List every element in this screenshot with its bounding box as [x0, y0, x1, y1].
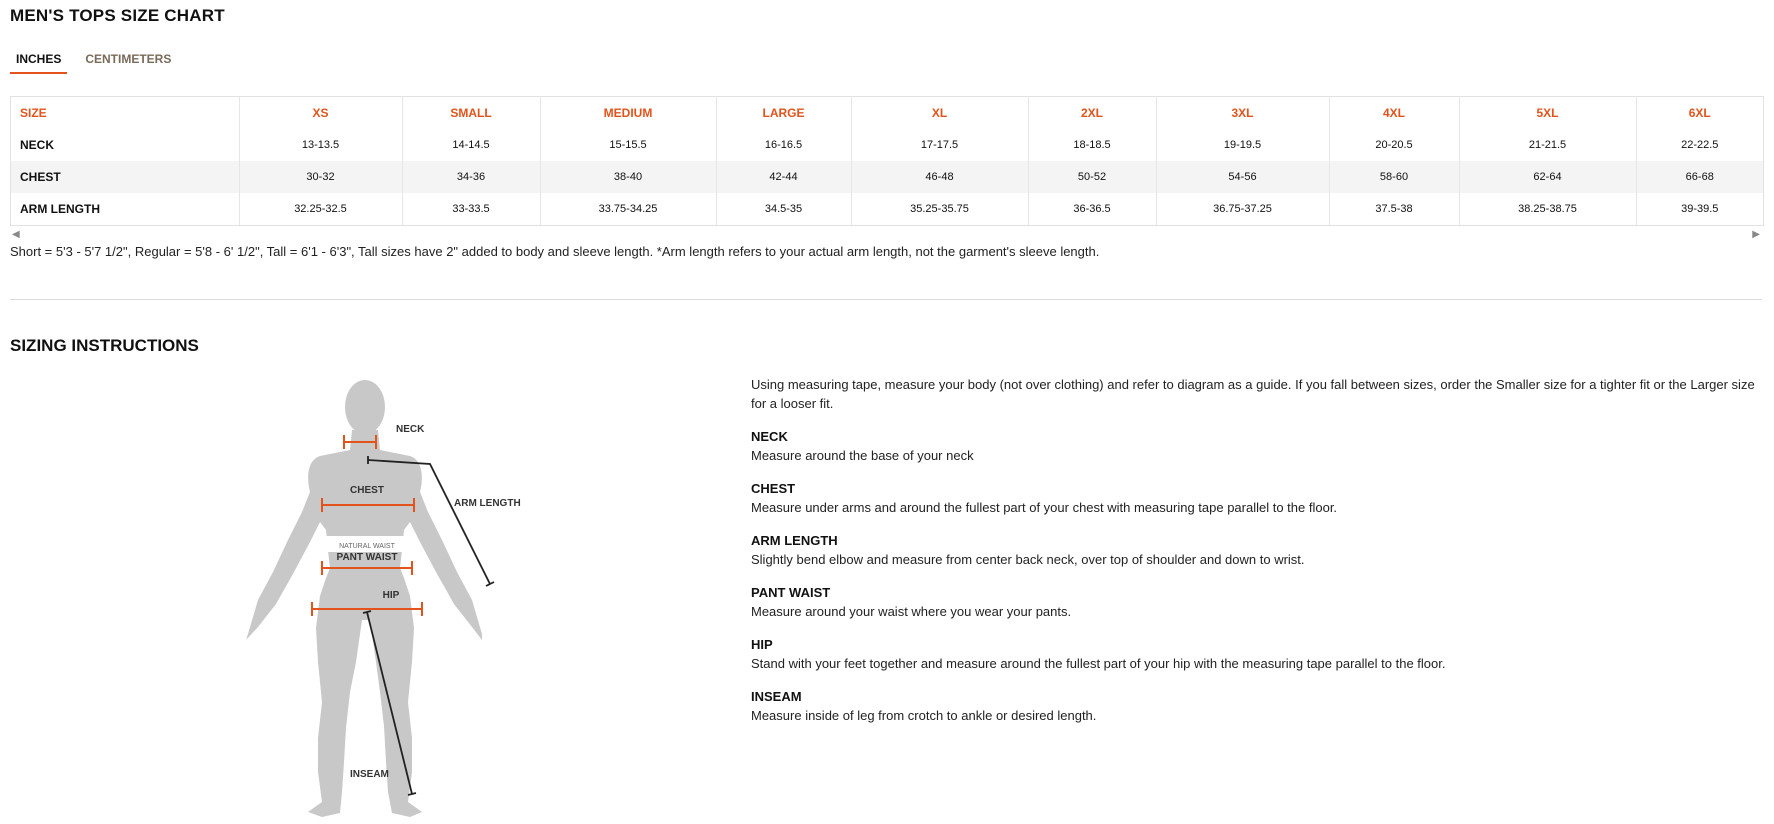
table-cell: 42-44	[716, 161, 851, 193]
section-title: SIZING INSTRUCTIONS	[10, 336, 199, 355]
section-divider	[10, 299, 1762, 300]
table-cell: 34-36	[402, 161, 540, 193]
table-cell: 30-32	[239, 161, 402, 193]
header-small: SMALL	[402, 97, 540, 129]
table-cell: 20-20.5	[1329, 129, 1459, 161]
instruction-text: Measure inside of leg from crotch to ankle or desired length.	[751, 708, 1097, 723]
size-table	[10, 96, 1764, 226]
chest-label: CHEST	[350, 485, 384, 496]
table-cell: 14-14.5	[402, 129, 540, 161]
table-cell: 36.75-37.25	[1156, 193, 1329, 225]
instruction-title: NECK	[751, 429, 788, 444]
hip-label: HIP	[382, 590, 400, 601]
instruction-pant-waist	[751, 583, 1766, 621]
header-xs: XS	[239, 97, 402, 129]
arm-length-label: ARM LENGTH	[454, 498, 521, 509]
sizing-instructions	[751, 375, 1766, 739]
instruction-inseam	[751, 687, 1766, 725]
table-cell: 16-16.5	[716, 129, 851, 161]
row-label: NECK	[20, 138, 55, 152]
table-cell: 38-40	[540, 161, 716, 193]
neck-label: NECK	[396, 424, 425, 435]
table-cell: 58-60	[1329, 161, 1459, 193]
header-5xl: 5XL	[1459, 97, 1636, 129]
table-header-row	[11, 97, 1763, 129]
scroll-left-arrow-icon[interactable]: ◀	[12, 229, 20, 240]
instruction-neck	[751, 427, 1766, 465]
table-row-neck	[11, 129, 1763, 161]
table-cell: 13-13.5	[239, 129, 402, 161]
tab-centimeters[interactable]: CENTIMETERS	[85, 52, 172, 66]
row-label: CHEST	[11, 161, 239, 193]
unit-tabs	[10, 52, 177, 74]
table-cell: 37.5-38	[1329, 193, 1459, 225]
inseam-label: INSEAM	[350, 769, 389, 780]
table-cell: 21-21.5	[1459, 129, 1636, 161]
natural-waist-label: NATURAL WAIST	[339, 543, 395, 550]
page-title: MEN'S TOPS SIZE CHART	[10, 6, 225, 25]
instruction-chest	[751, 479, 1766, 517]
table-cell: 50-52	[1028, 161, 1156, 193]
instruction-text: Measure around your waist where you wear your pants.	[751, 604, 1072, 619]
pant-waist-label: PANT WAIST	[336, 552, 398, 563]
table-row-chest	[11, 161, 1763, 193]
header-medium: MEDIUM	[540, 97, 716, 129]
table-cell: 35.25-35.75	[851, 193, 1028, 225]
instruction-title: INSEAM	[751, 689, 802, 704]
instruction-text: Measure around the base of your neck	[751, 448, 974, 463]
instruction-title: HIP	[751, 637, 773, 652]
table-row-arm-length	[11, 193, 1763, 225]
instruction-title: PANT WAIST	[751, 585, 831, 600]
table-cell: 38.25-38.75	[1459, 193, 1636, 225]
body-silhouette	[246, 380, 482, 817]
instruction-text: Stand with your feet together and measure around the fullest part of your hip with the measuring tape parallel to the floor.	[751, 656, 1446, 671]
table-cell: 22-22.5	[1636, 129, 1763, 161]
instruction-text: Measure under arms and around the fullest part of your chest with measuring tape parallel to the floor.	[751, 500, 1338, 515]
table-cell: 32.25-32.5	[239, 193, 402, 225]
instruction-hip	[751, 635, 1766, 673]
table-cell: 33.75-34.25	[540, 193, 716, 225]
size-note: Short = 5'3 - 5'7 1/2", Regular = 5'8 - 6' 1/2", Tall = 6'1 - 6'3", Tall sizes have 2" added to body and sleeve length. *Arm length refers to your actual arm length, not the garment's sleeve length.	[10, 244, 1100, 259]
tab-inches[interactable]: INCHES	[10, 52, 67, 74]
instruction-title: CHEST	[751, 481, 796, 496]
header-4xl: 4XL	[1329, 97, 1459, 129]
row-label: ARM LENGTH	[20, 202, 100, 216]
scroll-right-arrow-icon[interactable]: ▶	[1752, 229, 1760, 240]
header-2xl: 2XL	[1028, 97, 1156, 129]
instructions-intro: Using measuring tape, measure your body (not over clothing) and refer to diagram as a guide. If you fall between sizes, order the Smaller size for a tighter fit or the Larger size for a looser fit.	[751, 377, 1755, 411]
instruction-arm-length	[751, 531, 1766, 569]
table-scrollbar[interactable]	[10, 229, 1762, 241]
header-3xl: 3XL	[1156, 97, 1329, 129]
table-cell: 19-19.5	[1156, 129, 1329, 161]
instruction-title: ARM LENGTH	[751, 533, 838, 548]
header-6xl: 6XL	[1636, 97, 1763, 129]
table-cell: 18-18.5	[1028, 129, 1156, 161]
table-cell: 46-48	[851, 161, 1028, 193]
header-size: SIZE	[20, 106, 47, 120]
table-cell: 39-39.5	[1636, 193, 1763, 225]
table-cell: 66-68	[1636, 161, 1763, 193]
header-xl: XL	[851, 97, 1028, 129]
body-measurement-diagram	[210, 372, 530, 824]
header-large: LARGE	[716, 97, 851, 129]
table-cell: 62-64	[1459, 161, 1636, 193]
table-cell: 15-15.5	[540, 129, 716, 161]
table-cell: 54-56	[1156, 161, 1329, 193]
table-cell: 34.5-35	[716, 193, 851, 225]
table-cell: 36-36.5	[1028, 193, 1156, 225]
instruction-text: Slightly bend elbow and measure from center back neck, over top of shoulder and down to wrist.	[751, 552, 1305, 567]
table-cell: 17-17.5	[851, 129, 1028, 161]
table-cell: 33-33.5	[402, 193, 540, 225]
